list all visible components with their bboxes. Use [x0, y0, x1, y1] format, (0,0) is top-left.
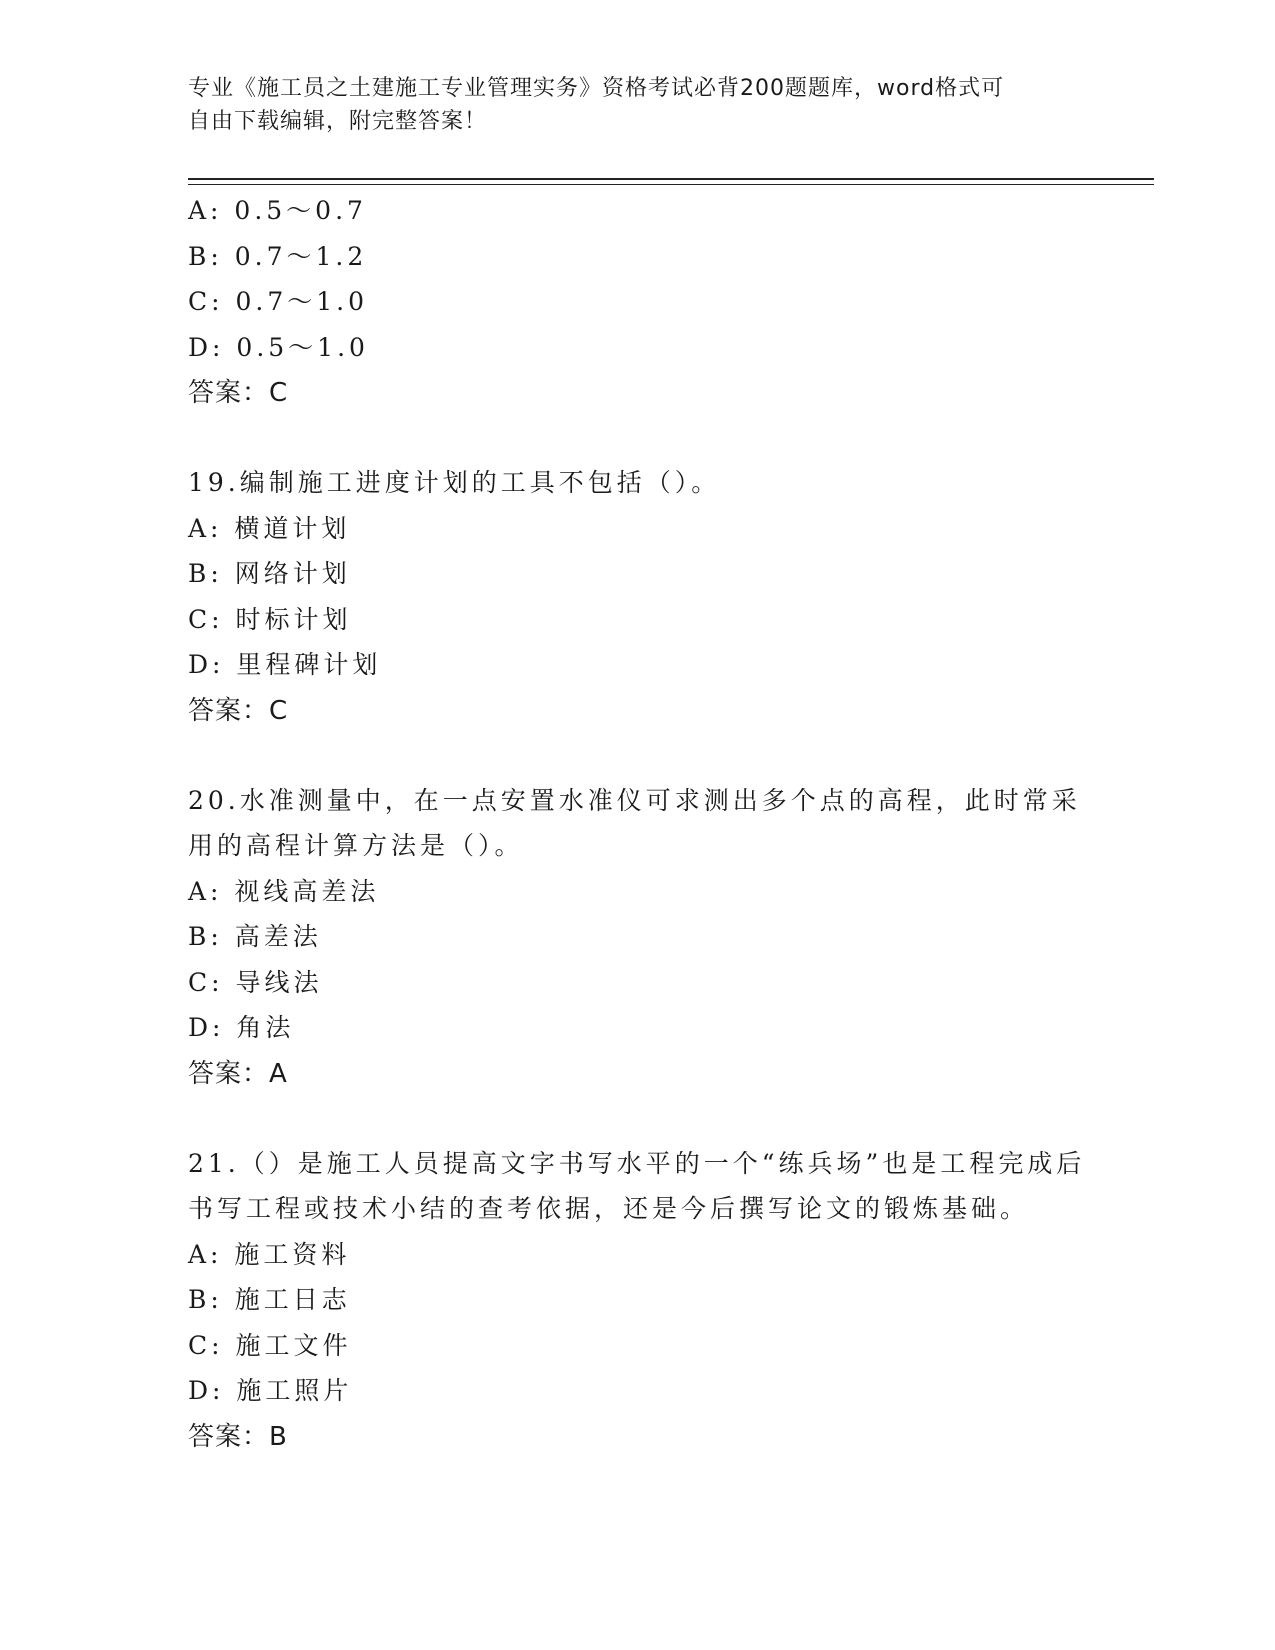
answer-line: 答案：A [188, 1058, 288, 1089]
question-19 [188, 460, 1088, 734]
option-d: D: 里程碑计划 [188, 650, 382, 679]
question-list [188, 188, 1088, 1460]
option-d: D: 0.5～1.0 [188, 332, 369, 362]
option-a: A: 0.5～0.7 [188, 196, 367, 225]
option-d: D: 施工照片 [188, 1376, 353, 1405]
header-rule-thick [188, 178, 1154, 180]
question-21 [188, 1141, 1088, 1460]
answer-line: 答案：C [188, 378, 289, 408]
question-18-continued [188, 188, 1088, 416]
option-b: B: 施工日志 [188, 1285, 351, 1314]
answer-line: 答案：B [188, 1421, 288, 1452]
question-stem: 20.水准测量中，在一点安置水准仪可求测出多个点的高程，此时常采用的高程计算方法是（）。 [188, 785, 1081, 860]
option-c: C: 时标计划 [188, 604, 352, 634]
option-a: A: 视线高差法 [188, 876, 380, 906]
option-a: A: 施工资料 [188, 1239, 351, 1269]
answer-line: 答案：C [188, 695, 289, 726]
document-header [188, 72, 1088, 138]
option-c: C: 0.7～1.0 [188, 287, 369, 316]
question-20 [188, 778, 1088, 1097]
option-b: B: 网络计划 [188, 559, 351, 588]
option-d: D: 角法 [188, 1013, 295, 1042]
question-stem: 21.（）是施工人员提高文字书写水平的一个“练兵场”也是工程完成后书写工程或技术小结的查考依据，还是今后撰写论文的锻炼基础。 [188, 1148, 1086, 1223]
option-c: C: 导线法 [188, 967, 323, 997]
header-rule-thin [188, 184, 1154, 185]
option-b: B: 高差法 [188, 922, 322, 951]
option-b: B: 0.7～1.2 [188, 241, 368, 271]
header-line-2: 自由下载编辑，附完整答案！ [188, 109, 488, 134]
header-line-1: 专业《施工员之土建施工专业管理实务》资格考试必背200题题库，word格式可 [188, 76, 1005, 101]
option-c: C: 施工文件 [188, 1330, 352, 1360]
question-stem: 19.编制施工进度计划的工具不包括（）。 [188, 468, 721, 497]
option-a: A: 横道计划 [188, 513, 351, 543]
